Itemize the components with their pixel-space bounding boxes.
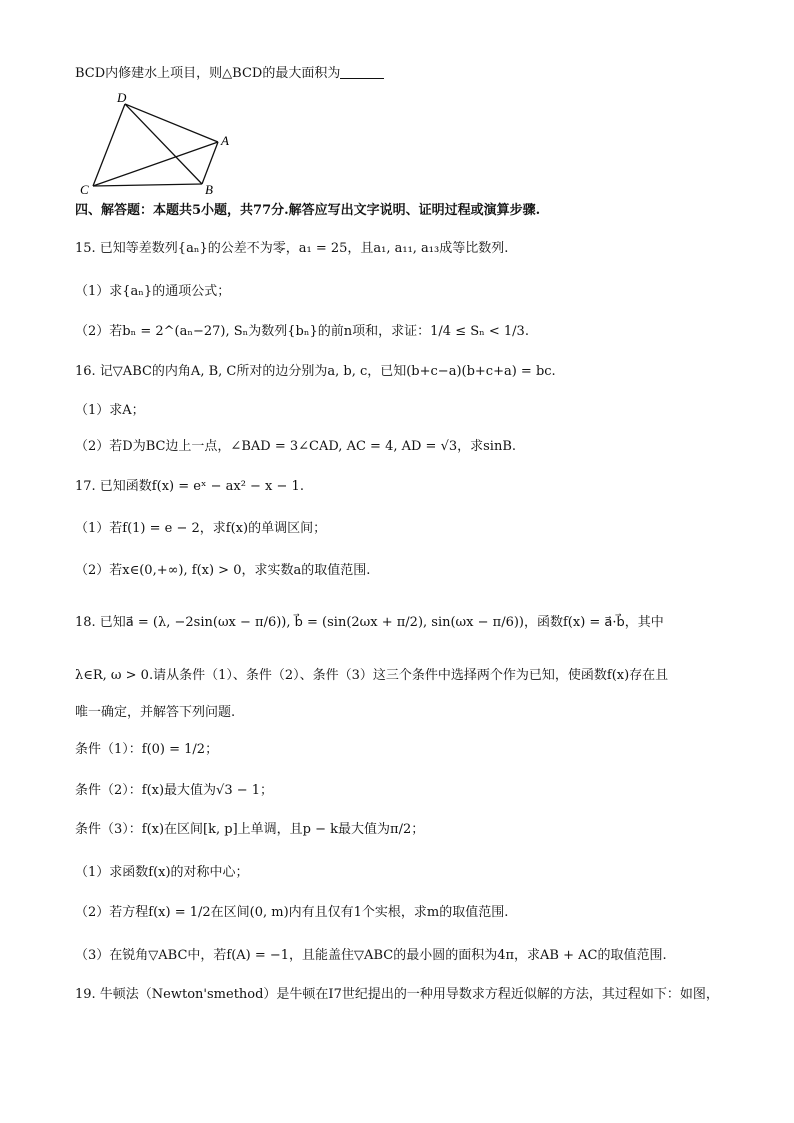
label-B: B <box>205 182 213 197</box>
q15-part2: （2）若bₙ = 2^(aₙ−27), Sₙ为数列{bₙ}的前n项和，求证：1/4 ≤ Sₙ < 1/3. <box>75 324 529 339</box>
q14-tail-text: BCD内修建水上项目，则△BCD的最大面积为 <box>75 66 341 81</box>
q18-part2: （2）若方程f(x) = 1/2在区间(0, m)内有且仅有1个实根，求m的取值范围. <box>75 905 509 920</box>
q18-stem: 18. 已知a⃗ = (λ, −2sin(ωx − π/6)), b⃗ = (sin(2ωx + π/2), sin(ωx − π/6))，函数f(x) = a⃗·b⃗，其中 <box>75 615 664 630</box>
q17-part2: （2）若x∈(0,+∞), f(x) > 0，求实数a的取值范围. <box>75 563 371 578</box>
q16-part2: （2）若D为BC边上一点，∠BAD = 3∠CAD, AC = 4, AD = √3，求sinB. <box>75 439 517 454</box>
label-D: D <box>117 90 127 105</box>
q18-cond3: 条件（3）：f(x)在区间[k, p]上单调，且p − k最大值为π/2； <box>75 822 425 837</box>
q14-tail-line <box>75 64 384 84</box>
quadrilateral-figure <box>78 90 238 198</box>
q18-stem3: 唯一确定，并解答下列问题. <box>75 705 236 720</box>
q16-stem: 16. 记▽ABC的内角A, B, C所对的边分别为a, b, c，已知(b+c−a)(b+c+a) = bc. <box>75 364 556 379</box>
q18-stem2: λ∈R, ω > 0.请从条件（1）、条件（2）、条件（3）这三个条件中选择两个作为已知，使函数f(x)存在且 <box>75 668 669 683</box>
q18-cond2: 条件（2）：f(x)最大值为√3 − 1； <box>75 783 274 798</box>
q17-stem: 17. 已知函数f(x) = eˣ − ax² − x − 1. <box>75 479 304 494</box>
q15-stem: 15. 已知等差数列{aₙ}的公差不为零，a₁ = 25，且a₁, a₁₁, a₁₃成等比数列. <box>75 241 509 256</box>
label-C: C <box>80 182 89 197</box>
q17-part1: （1）若f(1) = e − 2，求f(x)的单调区间； <box>75 521 327 536</box>
label-A: A <box>221 133 229 148</box>
q18-cond1: 条件（1）：f(0) = 1/2； <box>75 742 219 757</box>
q15-part1: （1）求{aₙ}的通项公式； <box>75 284 231 299</box>
answer-blank <box>340 64 384 79</box>
q18-part3: （3）在锐角▽ABC中，若f(A) = −1，且能盖住▽ABC的最小圆的面积为4π，求AB + AC的取值范围. <box>75 948 667 963</box>
q18-part1: （1）求函数f(x)的对称中心； <box>75 865 249 880</box>
q16-part1: （1）求A； <box>75 403 145 418</box>
q19-stem: 19. 牛顿法（Newton'smethod）是牛顿在I7世纪提出的一种用导数求方程近似解的方法，其过程如下：如图， <box>75 987 719 1002</box>
section-heading: 四、解答题：本题共5小题，共77分.解答应写出文字说明、证明过程或演算步骤. <box>75 203 541 218</box>
